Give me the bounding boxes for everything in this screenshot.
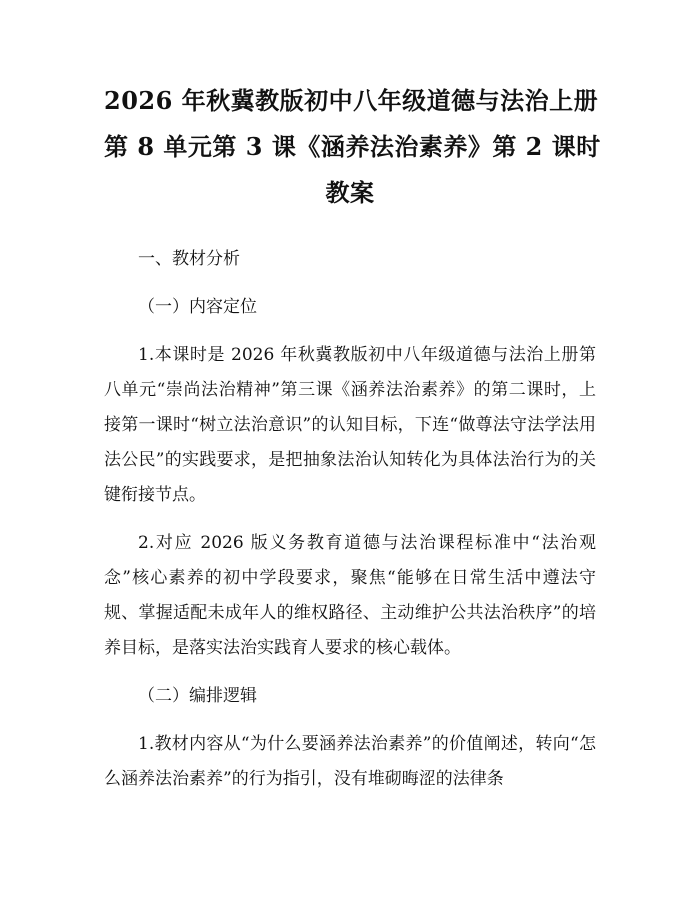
section-heading-textbook-analysis: 一、教材分析 <box>138 249 240 269</box>
paragraph-positioning-2: 2.对应 2026 版义务教育道德与法治课程标准中“法治观念”核心素养的初中学段要求，聚焦“能够在日常生活中遵法守规、掌握适配未成年人的维权路径、主动维护公共法治秩序”的培养目标，是落实法治实践育人要求的核心载体。 <box>104 533 596 658</box>
paragraph-positioning-1: 1.本课时是 2026 年秋冀教版初中八年级道德与法治上册第八单元“崇尚法治精神”第三课《涵养法治素养》的第二课时，上接第一课时“树立法治意识”的认知目标，下连“做尊法守法学法用法公民”的实践要求，是把抽象法治认知转化为具体法治行为的关键衔接节点。 <box>104 345 596 505</box>
document-body <box>104 242 596 797</box>
title-line-2: 第 8 单元第 3 课《涵养法治素养》第 2 课时 <box>104 132 601 161</box>
subsection-heading-content-positioning: （一）内容定位 <box>138 297 257 317</box>
paragraph-arrangement-1: 1.教材内容从“为什么要涵养法治素养”的价值阐述，转向“怎么涵养法治素养”的行为指引，没有堆砌晦涩的法律条 <box>104 734 596 789</box>
document-title <box>104 78 601 216</box>
title-line-1: 2026 年秋冀教版初中八年级道德与法治上册 <box>104 86 599 115</box>
subsection-heading-arrangement-logic: （二）编排逻辑 <box>138 686 257 706</box>
title-line-3: 教案 <box>325 178 375 207</box>
